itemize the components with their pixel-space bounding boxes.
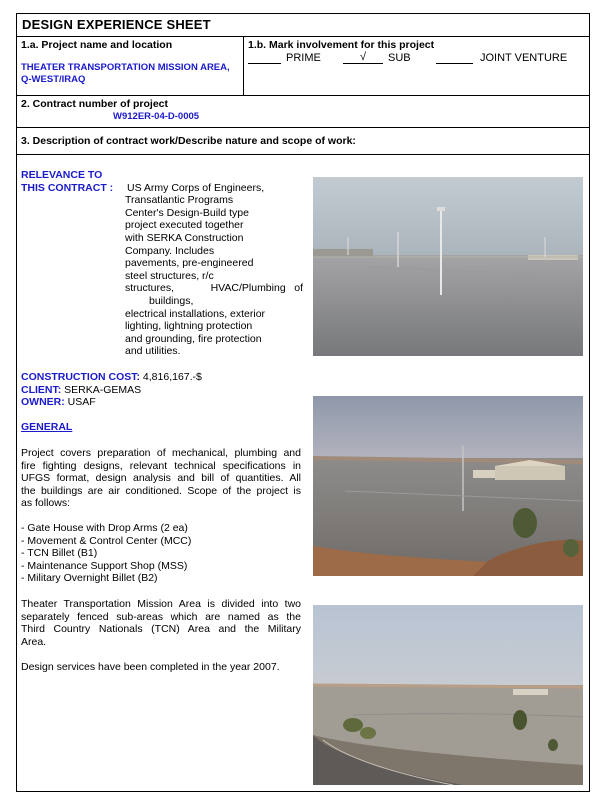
general-line: as follows: <box>21 497 71 510</box>
general-line: fire fighting designs, relevant technical specifications in <box>21 459 301 472</box>
general-paragraph-2 <box>21 598 301 648</box>
contract-number: W912ER-04-D-0005 <box>113 111 200 122</box>
general-line: UFGS format, design analysis and bill of quantities. All <box>21 472 301 485</box>
check-mark: √ <box>360 51 367 63</box>
site-photo-2 <box>313 396 583 576</box>
rule-section1-divider <box>243 36 244 95</box>
relevance-word: structures, <box>125 282 175 295</box>
relevance-line: pavements, pre-engineered <box>125 257 254 270</box>
list-item: - TCN Billet (B1) <box>21 547 98 560</box>
relevance-line: and grounding, fire protection <box>125 332 262 345</box>
owner-label: OWNER: <box>21 396 65 409</box>
construction-cost-label: CONSTRUCTION COST: <box>21 371 140 383</box>
construction-cost-value: 4,816,167.-$ <box>142 371 202 383</box>
relevance-label <box>21 169 113 194</box>
general-line: the buildings are air conditioned. Scope of the project is <box>21 484 301 497</box>
relevance-line: electrical installations, exterior <box>125 307 266 320</box>
project-name <box>21 62 230 86</box>
sub-label: SUB <box>388 52 411 64</box>
owner-value: USAF <box>67 396 96 409</box>
project-name-line2: Q-WEST/IRAQ <box>21 74 86 85</box>
involvement-row <box>248 52 588 66</box>
relevance-text-line1: US Army Corps of Engineers, <box>127 181 265 194</box>
relevance-line: Company. Includes <box>125 244 215 257</box>
relevance-text <box>125 194 303 358</box>
relevance-word: HVAC/Plumbing <box>210 282 286 295</box>
relevance-label-line1: RELEVANCE TO <box>21 169 103 181</box>
relevance-line: buildings, <box>149 294 194 307</box>
list-item: - Military Overnight Billet (B2) <box>21 572 158 585</box>
prime-label: PRIME <box>286 52 321 64</box>
list-item: - Movement & Control Center (MCC) <box>21 534 192 547</box>
relevance-line: and utilities. <box>125 345 181 358</box>
client-label: CLIENT: <box>21 383 62 396</box>
general-line: Theater Transportation Mission Area is divided into two <box>21 598 301 610</box>
section-2-label: 2. Contract number of project <box>21 98 169 110</box>
client-value: SERKA-GEMAS <box>64 383 142 396</box>
scope-list <box>21 522 191 585</box>
sheet-title: DESIGN EXPERIENCE SHEET <box>22 17 211 32</box>
general-paragraph <box>21 447 301 510</box>
relevance-word: of <box>294 282 303 295</box>
jv-label: JOINT VENTURE <box>480 52 568 64</box>
relevance-line: Transatlantic Programs <box>125 194 234 207</box>
section-1b-label: 1.b. Mark involvement for this project <box>248 39 435 51</box>
general-line: Third Country Nationals (TCN) Area and the Military <box>21 623 301 636</box>
project-name-line1: THEATER TRANSPORTATION MISSION AREA, <box>21 62 230 73</box>
relevance-justified-line <box>125 282 303 295</box>
rule-section3 <box>16 154 590 155</box>
completion-note: Design services have been completed in the year 2007. <box>21 661 280 673</box>
relevance-line: project executed together <box>125 219 244 232</box>
general-line: Project covers preparation of mechanical, plumbing and <box>21 447 301 459</box>
rule-section2 <box>16 127 590 128</box>
rule-section1 <box>16 95 590 96</box>
client <box>21 384 141 397</box>
section-1a-label: 1.a. Project name and location <box>21 39 173 51</box>
construction-cost <box>21 371 202 384</box>
general-heading: GENERAL <box>21 421 73 433</box>
list-item: - Gate House with Drop Arms (2 ea) <box>21 522 188 534</box>
general-line: separately fenced sub-areas which are named as the <box>21 610 301 623</box>
site-photo-1 <box>313 177 583 356</box>
relevance-line: lighting, lightning protection <box>125 320 253 333</box>
owner <box>21 396 96 409</box>
jv-blank[interactable] <box>436 54 473 64</box>
relevance-line: Center's Design-Build type <box>125 206 249 219</box>
relevance-line: steel structures, r/c <box>125 269 214 282</box>
rule-title <box>16 36 590 37</box>
general-line: Area. <box>21 635 47 648</box>
relevance-line: with SERKA Construction <box>125 231 244 244</box>
prime-blank[interactable] <box>248 54 281 64</box>
relevance-label-line2: THIS CONTRACT : <box>21 181 114 194</box>
list-item: - Maintenance Support Shop (MSS) <box>21 559 188 572</box>
site-photo-3 <box>313 605 583 785</box>
section-3-label: 3. Description of contract work/Describe nature and scope of work: <box>21 135 356 147</box>
